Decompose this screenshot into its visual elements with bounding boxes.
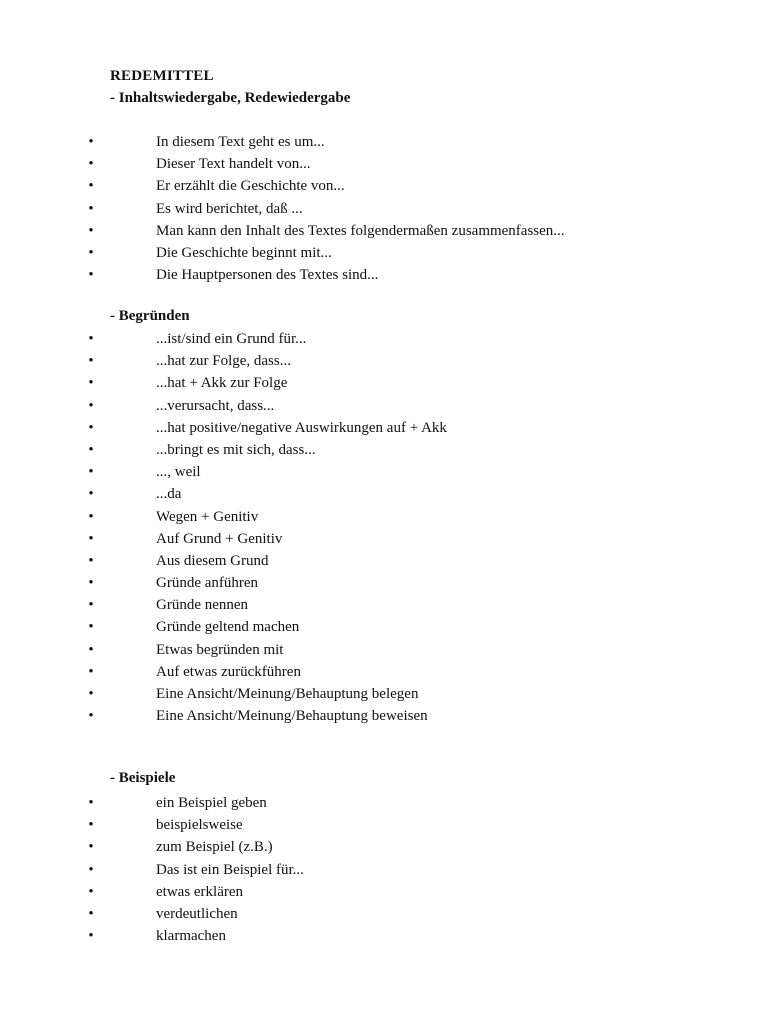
document-title: REDEMITTEL — [110, 68, 214, 84]
list-item-text: Man kann den Inhalt des Textes folgendermaßen zusammenfassen... — [156, 222, 565, 239]
list-item-text: ...hat zur Folge, dass... — [156, 353, 291, 370]
bullet-icon: • — [88, 508, 94, 525]
list-item-text: Es wird berichtet, daß ... — [156, 200, 303, 217]
bullet-icon: • — [88, 353, 94, 370]
list-item-text: ..., weil — [156, 464, 201, 481]
list-item-text: Gründe anführen — [156, 575, 259, 592]
list-item-text: Eine Ansicht/Meinung/Behauptung beweisen — [156, 708, 428, 725]
bullet-icon: • — [88, 552, 94, 569]
bullet-icon: • — [88, 244, 94, 261]
bullet-icon: • — [88, 200, 94, 217]
bullet-icon: • — [88, 663, 94, 680]
list-item-text: Gründe nennen — [156, 597, 249, 614]
bullet-icon: • — [88, 331, 94, 347]
bullet-icon: • — [88, 795, 94, 811]
list-item-text: In diesem Text geht es um... — [156, 134, 325, 150]
list-item-text: Er erzählt die Geschichte von... — [156, 178, 345, 195]
list-item-text: Wegen + Genitiv — [156, 508, 259, 525]
list-item-text: zum Beispiel (z.B.) — [156, 839, 273, 856]
bullet-icon: • — [88, 530, 94, 547]
bullet-icon: • — [88, 375, 94, 392]
list-item-text: etwas erklären — [156, 883, 244, 900]
list-item-text: Das ist ein Beispiel für... — [156, 861, 304, 878]
bullet-icon: • — [88, 928, 94, 945]
bullet-icon: • — [88, 597, 94, 614]
bullet-icon: • — [88, 222, 94, 239]
bullet-icon: • — [88, 817, 94, 834]
list-item-text: beispielsweise — [156, 817, 243, 834]
bullet-icon: • — [88, 486, 94, 503]
section-heading-begruenden: - Begründen — [110, 308, 190, 324]
list-item-text: Auf Grund + Genitiv — [156, 530, 283, 547]
list-item-text: ...ist/sind ein Grund für... — [156, 331, 307, 347]
list-item-text: Dieser Text handelt von... — [156, 156, 311, 173]
section-heading-inhaltswiedergabe: - Inhaltswiedergabe, Redewiedergabe — [110, 90, 351, 106]
list-item-text: Auf etwas zurückführen — [156, 663, 301, 680]
list-item-text: Die Geschichte beginnt mit... — [156, 244, 332, 261]
bullet-icon: • — [88, 905, 94, 922]
bullet-icon: • — [88, 708, 94, 725]
section-heading-beispiele: - Beispiele — [110, 770, 176, 786]
bullet-icon: • — [88, 619, 94, 636]
bullet-icon: • — [88, 441, 94, 458]
bullet-icon: • — [88, 397, 94, 414]
bullet-icon: • — [88, 464, 94, 481]
list-item-text: klarmachen — [156, 928, 226, 945]
list-item-text: ein Beispiel geben — [156, 795, 267, 811]
bullet-icon: • — [88, 861, 94, 878]
bullet-icon: • — [88, 178, 94, 195]
list-item-text: verdeutlichen — [156, 905, 238, 922]
list-item-text: Etwas begründen mit — [156, 641, 284, 658]
bullet-icon: • — [88, 419, 94, 436]
bullet-icon: • — [88, 641, 94, 658]
list-item-text: Gründe geltend machen — [156, 619, 300, 636]
list-item-text: Aus diesem Grund — [156, 552, 269, 569]
list-item-text: ...bringt es mit sich, dass... — [156, 441, 316, 458]
bullet-icon: • — [88, 575, 94, 592]
list-item-text: ...da — [156, 486, 182, 503]
list-item-text: ...hat + Akk zur Folge — [156, 375, 288, 392]
list-item-text: Die Hauptpersonen des Textes sind... — [156, 267, 379, 284]
list-item-text: ...verursacht, dass... — [156, 397, 275, 414]
bullet-icon: • — [88, 686, 94, 702]
bullet-icon: • — [88, 883, 94, 900]
bullet-icon: • — [88, 267, 94, 284]
list-item-text: ...hat positive/negative Auswirkungen auf + Akk — [156, 419, 447, 436]
bullet-icon: • — [88, 156, 94, 173]
bullet-icon: • — [88, 134, 94, 150]
bullet-icon: • — [88, 839, 94, 856]
list-item-text: Eine Ansicht/Meinung/Behauptung belegen — [156, 686, 419, 702]
